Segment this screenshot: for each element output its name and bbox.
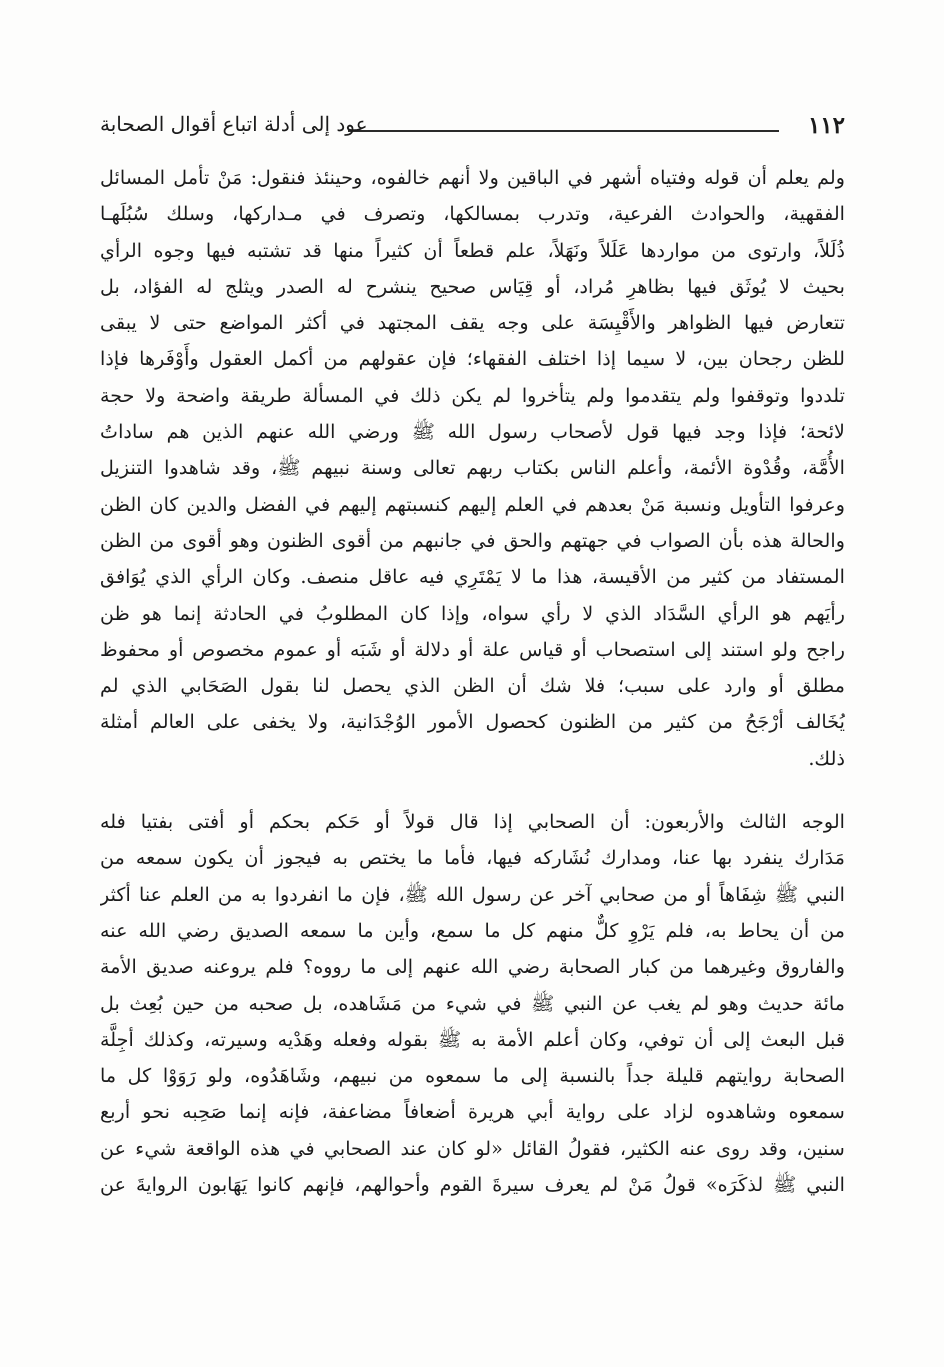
text-line: مائة حديث وهو لم يغب عن النبي ﷺ في شيء من مَشَاهده، بل صحبه من حين بُعِث بل (100, 991, 845, 1015)
text-line: المستفاد من كثير من الأقيسة، هذا ما لا يَمْتَرِي فيه عاقل منصف. وكان الرأي الذي يُوَافق (100, 565, 845, 589)
text-line: ذلك. (808, 746, 845, 770)
running-title: عود إلى أدلة اتباع أقوال الصحابة (100, 112, 368, 136)
text-line: راجح ولو استند إلى استصحاب أو قياس علة أو دلالة أو شَبَه أو عموم مخصوص أو محفوظ (100, 637, 845, 661)
page-header (100, 112, 845, 152)
text-line: مَدَارك ينفرد بها عنا، ومدارك نُشَاركه فيها، فأما ما يختص به فيجوز أن يكون سمعه من (100, 846, 845, 870)
text-line: والحالة هذه بأن الصواب في جهتهم والحق في جانبهم من أقوى الظنون وهو أقوى من الظن (100, 528, 845, 552)
paragraph-gap (100, 777, 845, 804)
text-line: الصحابة روايتهم قليلة جداً بالنسبة إلى ما سمعوه من نبيهم، وشَاهَدُوه، ولو رَوَوْا كل ما (100, 1064, 845, 1088)
text-line: والفاروق وغيرهما من كبار الصحابة رضي الله عنهم إلى ما رووه؟ فلم يروعنه صديق الأمة (100, 955, 845, 979)
text-line: الفقهية، والحوادث الفرعية، وتدرب بمسالكها، وتصرف في مـداركها، وسلك سُبُلَهـا (100, 202, 845, 226)
text-line: سمعوه وشاهدوه لزاد على رواية أبي هريرة أضعافاً مضاعفة، فإنه إنما صَحِبه نحو أربع (100, 1100, 845, 1124)
text-line: ذُلَلاً، وارتوى من مواردها عَلَلاً ونَهَلاً، علم قطعاً أن كثيراً منها قد تشتبه فيها وجوه الرأي (100, 238, 845, 262)
text-line: رأيَهم هو الرأي السَّدَاد الذي لا رأي سواه، وإذا كان المطلوبُ في الحادثة إنما هو ظن (100, 601, 845, 625)
text-line: مطلق أو وارد على سبب؛ فلا شك أن الظن الذي يحصل لنا بقول الصَحَابي الذي لم (100, 674, 845, 698)
text-line: وعرفوا التأويل ونسبة مَنْ بعدهم في العلم إليهم كنسبتهم إليهم في الفضل والدين كان الظن (100, 492, 845, 516)
body-text (100, 160, 845, 1203)
text-line: بحيث لا يُوثَق فيها بظاهرِ مُراد، أو قِيَاس صحيح ينشرح له الصدر ويثلج له الفؤاد، بل (100, 274, 845, 298)
text-line: قبل البعث إلى أن توفي، وكان أعلم الأمة به ﷺ بقوله وفعله وهَدْيه وسيرته، وكذلك أجِلَّة (100, 1027, 845, 1051)
text-line: تتعارض فيها الظواهر والأَقْيِسَة على وجه يقف المجتهد في أكثر المواضع حتى لا يبقى (100, 311, 845, 335)
text-line: الوجه الثالث والأربعون: أن الصحابي إذا قال قولاً أو حَكم بحكم أو أفتى بفتيا فله (100, 810, 845, 834)
text-line: لائحة؛ فإذا وجد فيها قول لأصحاب رسول الله ﷺ ورضي الله عنهم الذين هم ساداتُ (100, 420, 845, 444)
text-line: سنين، وقد روى عنه الكثير، فقولُ القائل «لو كان عند الصحابي في هذه الواقعة شيء عن (100, 1136, 845, 1160)
text-line: النبي ﷺ لذكَرَه» قولُ مَنْ لم يعرف سيرةَ القوم وأحوالهم، فإنهم كانوا يَهَابون الروايةَ عن (100, 1173, 845, 1197)
text-line: من أن يحاط به، فلم يَرْوِ كلٌّ منهم كل ما سمع، وأين ما سمعه الصديق رضي الله عنه (100, 918, 845, 942)
text-line: النبي ﷺ شِفَاهاً أو من صحابي آخر عن رسول الله ﷺ، فإن ما انفردوا به من العلم عنا أكثر (100, 882, 845, 906)
text-line: ولم يعلم أن قوله وفتياه أشهر في الباقين ولا أنهم خالفوه، وحينئذ فنقول: مَنْ تأمل المسائل (100, 166, 845, 189)
text-line: يُخَالف أرْجَحُ من كثير من الظنون كحصول الأمور الوُجْدَانية، ولا يخفى على العالم أمثلة (100, 710, 845, 734)
header-rule (348, 130, 779, 132)
text-line: للظن رجحان بين، لا سيما إذا اختلف الفقهاء؛ فإن عقولهم من أكمل العقول وأَوْفَرها فإذا (100, 347, 845, 371)
paragraph (100, 804, 845, 1203)
text-line: تلددوا وتوقفوا ولم يتقدموا ولم يتأخروا لم يكن ذلك في المسألة طريقة واضحة ولا حجة (100, 383, 845, 407)
paragraph (100, 160, 845, 777)
page-number: ١١٢ (807, 112, 845, 139)
text-line: الأُمَّة، وقُدْوة الأئمة، وأعلم الناس بكتاب ربهم تعالى وسنة نبيهم ﷺ، وقد شاهدوا التنزيل (100, 456, 845, 480)
